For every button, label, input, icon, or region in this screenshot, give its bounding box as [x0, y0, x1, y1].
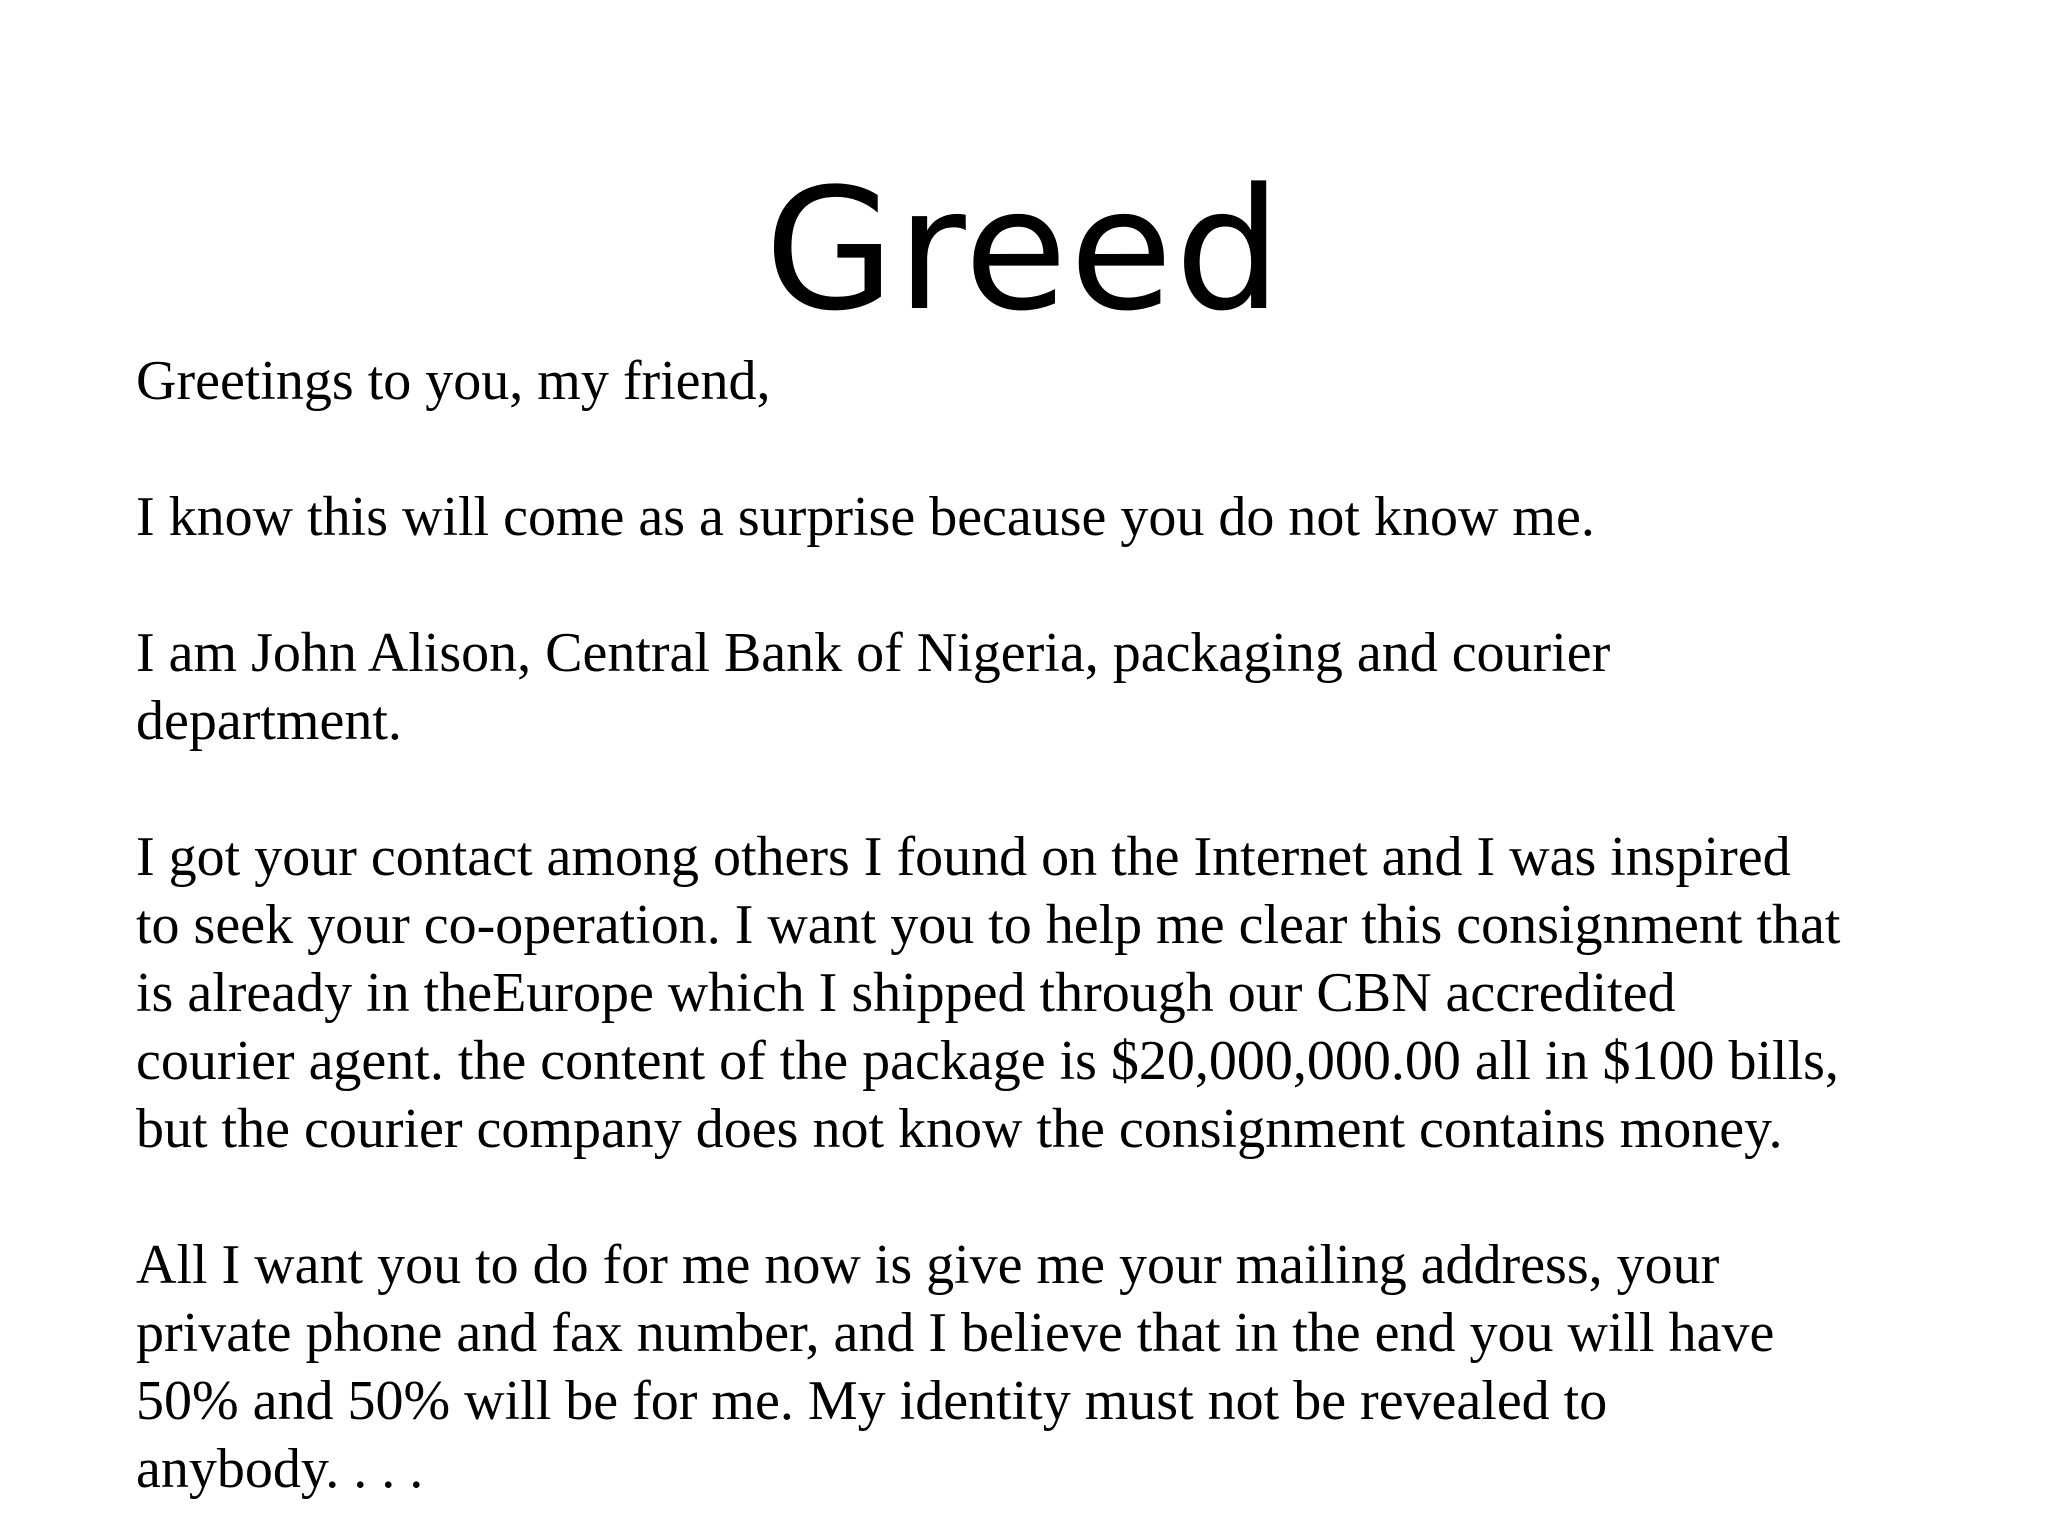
paragraph-spacer [136, 415, 1936, 483]
paragraph-spacer [136, 1163, 1936, 1231]
slide-title: Greed [764, 152, 1284, 348]
surprise-paragraph: I know this will come as a surprise because you do not know me. [136, 486, 1595, 548]
introduction-paragraph: I am John Alison, Central Bank of Nigeria, packaging and courier department. [136, 622, 1611, 752]
request-paragraph: All I want you to do for me now is give me your mailing address, your private phone and fax number, and I believe that in the end you will have 50% and 50% will be for me. My identity must not be revealed to anybody. . . . [136, 1234, 1775, 1500]
paragraph-spacer [136, 755, 1936, 823]
greeting-paragraph: Greetings to you, my friend, [136, 350, 771, 412]
letter-body [136, 347, 1936, 1503]
consignment-paragraph: I got your contact among others I found on the Internet and I was inspired to seek your co-operation. I want you to help me clear this consignment that is already in theEurope which I shipped through our CBN accredited courier agent. the content of the package is $20,000,000.00 all in $100 bills, but the courier company does not know the consignment contains money. [136, 826, 1841, 1160]
paragraph-spacer [136, 551, 1936, 619]
